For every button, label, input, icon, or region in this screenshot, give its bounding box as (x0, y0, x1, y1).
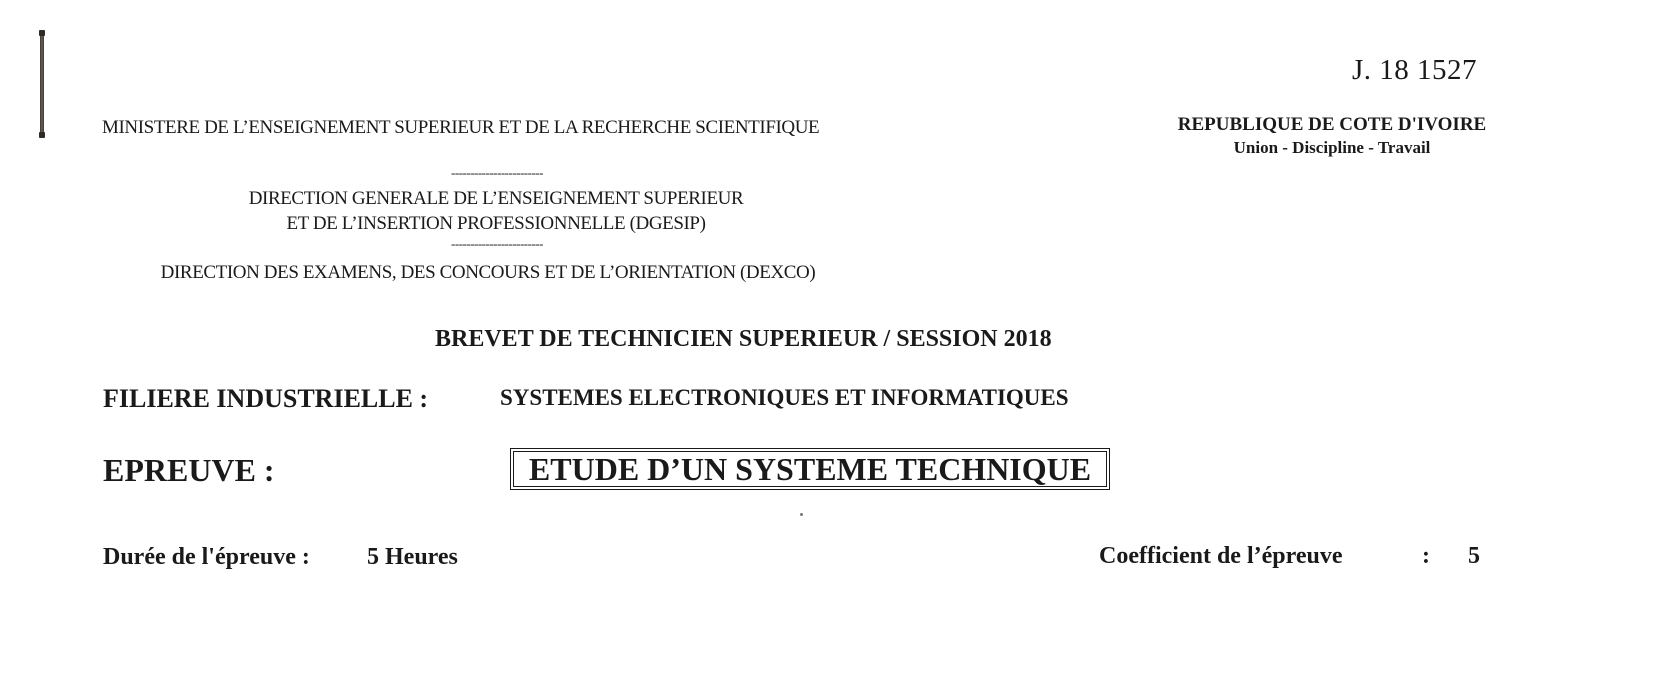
republic-motto: Union - Discipline - Travail (1233, 138, 1431, 157)
separator-line: ------------------------ (451, 236, 543, 251)
separator-line: ------------------------ (451, 165, 543, 180)
direction-generale-line-2: ET DE L’INSERTION PROFESSIONNELLE (DGESIP) (286, 213, 706, 234)
republic-heading: REPUBLIQUE DE COTE D'IVOIRE (1177, 114, 1487, 135)
coefficient-colon: : (1422, 543, 1430, 569)
epreuve-label: EPREUVE : (103, 452, 275, 488)
epreuve-title-box: ETUDE D’UN SYSTEME TECHNIQUE (513, 451, 1107, 487)
filiere-label: FILIERE INDUSTRIELLE : (103, 384, 429, 413)
coefficient-value: 5 (1468, 543, 1480, 569)
coefficient-label: Coefficient de l’épreuve (1099, 543, 1343, 569)
direction-generale-line-1: DIRECTION GENERALE DE L’ENSEIGNEMENT SUPERIEUR (248, 188, 744, 209)
direction-examens: DIRECTION DES EXAMENS, DES CONCOURS ET DE L’ORIENTATION (DEXCO) (160, 262, 816, 283)
duration-label: Durée de l'épreuve : (103, 544, 310, 570)
staple-mark (40, 30, 44, 138)
duration-value: 5 Heures (367, 544, 458, 570)
ministry-heading: MINISTERE DE L’ENSEIGNEMENT SUPERIEUR ET DE LA RECHERCHE SCIENTIFIQUE (102, 117, 820, 138)
paper-speck (800, 513, 803, 516)
reference-code: J. 18 1527 (1352, 54, 1478, 86)
filiere-value: SYSTEMES ELECTRONIQUES ET INFORMATIQUES (500, 385, 1069, 410)
exam-title: BREVET DE TECHNICIEN SUPERIEUR / SESSION 2018 (435, 326, 1052, 352)
